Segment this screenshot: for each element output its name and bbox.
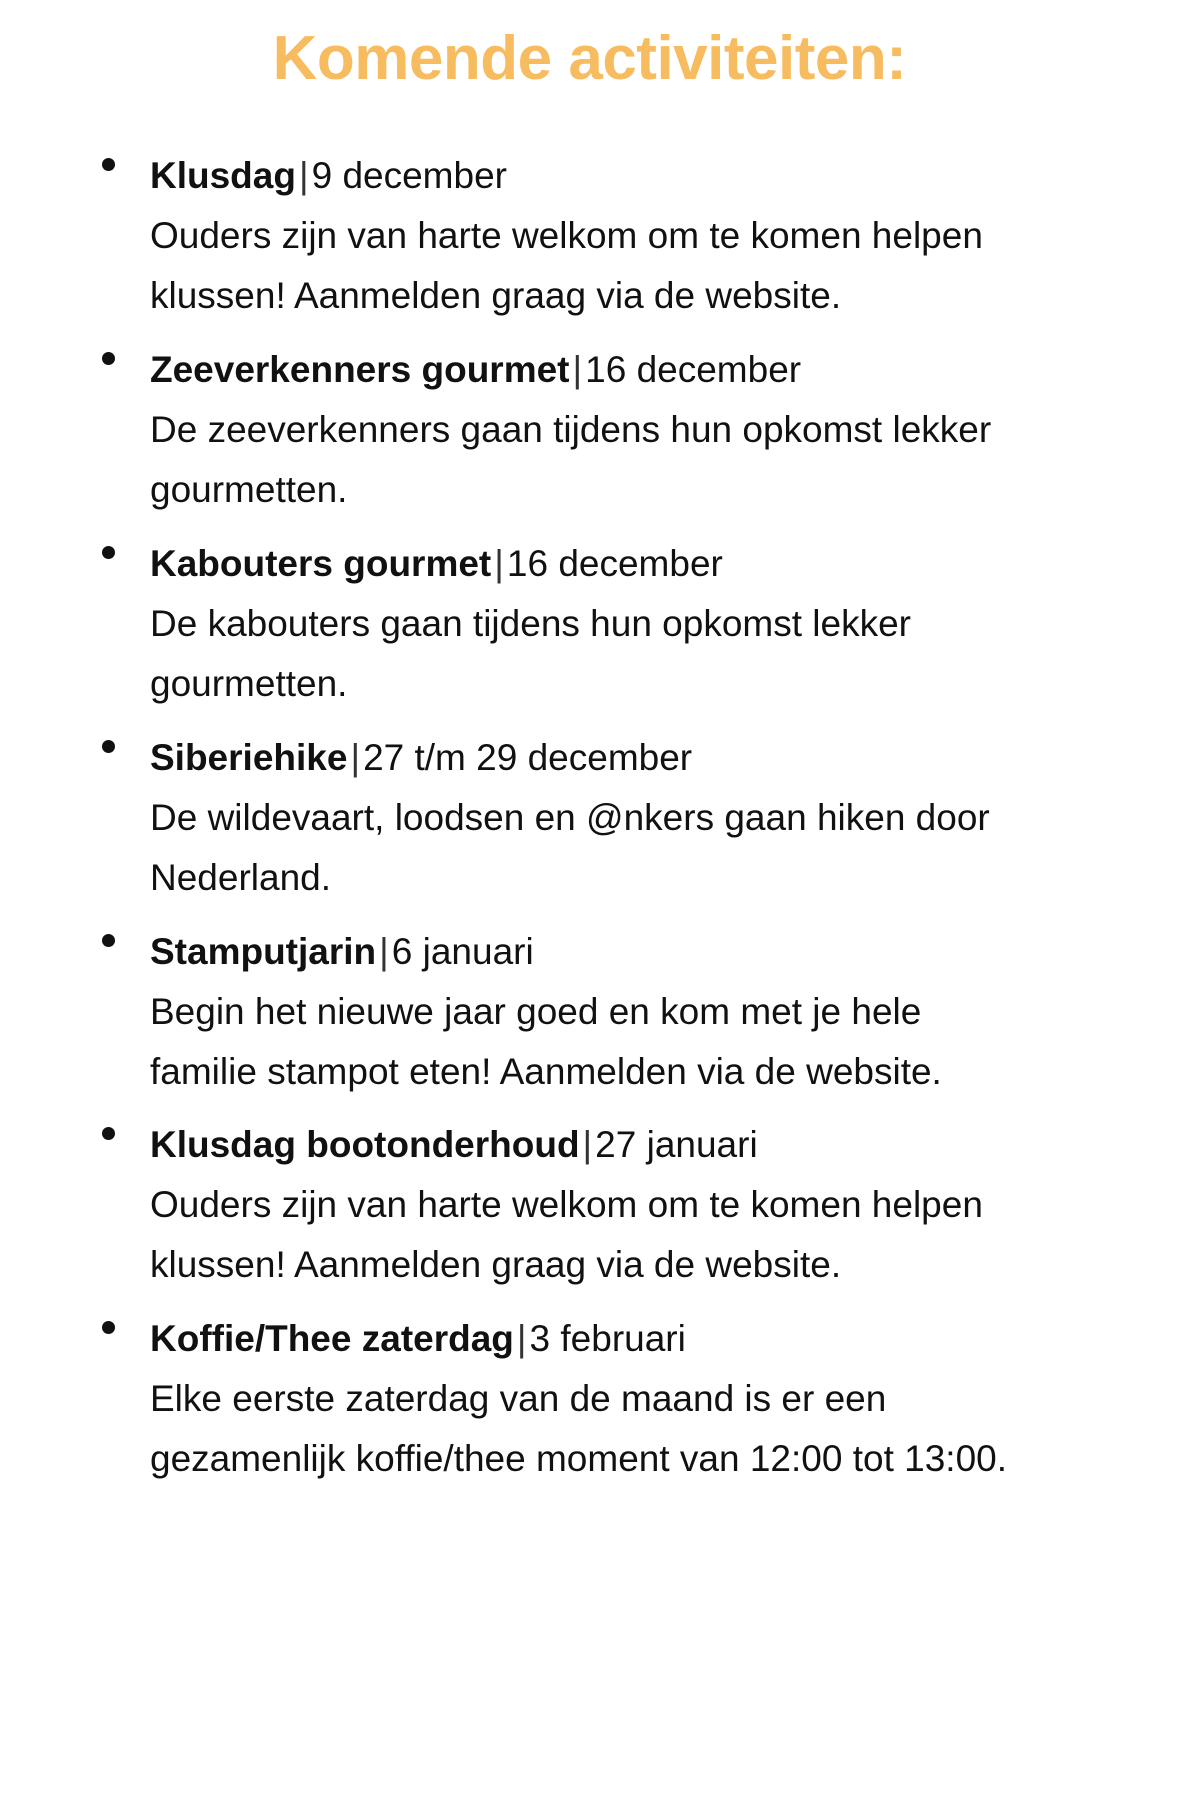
activity-list <box>0 146 1179 1489</box>
bullet-icon <box>102 546 115 559</box>
bullet-icon <box>102 740 115 753</box>
activity-description: Elke eerste zaterdag van de maand is er een gezamenlijk koffie/thee moment van 12:00 tot 13:00. <box>150 1378 1008 1480</box>
activity-description: De kabouters gaan tijdens hun opkomst lekker gourmetten. <box>150 602 911 704</box>
activity-date: 9 december <box>311 155 507 197</box>
activity-description: De zeeverkenners gaan tijdens hun opkomst lekker gourmetten. <box>150 409 992 511</box>
activity-name: Klusdag <box>150 155 296 197</box>
separator: | <box>298 155 309 197</box>
activity-description: Begin het nieuwe jaar goed en kom met je hele familie stampot eten! Aanmelden via de website. <box>150 990 942 1092</box>
activity-name: Zeeverkenners gourmet <box>150 349 570 391</box>
activity-name: Klusdag bootonderhoud <box>150 1124 580 1166</box>
activity-name: Kabouters gourmet <box>150 543 492 585</box>
bullet-icon <box>102 934 115 947</box>
separator: | <box>572 349 583 391</box>
activity-name: Siberiehike <box>150 736 348 778</box>
list-item <box>150 728 1119 908</box>
list-item <box>150 340 1119 520</box>
list-item <box>150 922 1119 1102</box>
activity-heading <box>150 340 1119 400</box>
activity-name: Stamputjarin <box>150 930 377 972</box>
activity-description: De wildevaart, loodsen en @nkers gaan hiken door Nederland. <box>150 796 990 898</box>
activity-heading <box>150 1115 1119 1175</box>
list-item <box>150 1115 1119 1295</box>
separator: | <box>516 1318 527 1360</box>
activity-date: 6 januari <box>391 930 534 972</box>
activity-date: 27 januari <box>595 1124 758 1166</box>
activity-date: 16 december <box>506 543 723 585</box>
activity-heading <box>150 728 1119 788</box>
activity-date: 3 februari <box>529 1318 686 1360</box>
activity-date: 16 december <box>585 349 802 391</box>
separator: | <box>379 930 389 972</box>
separator: | <box>350 736 361 778</box>
separator: | <box>494 543 504 585</box>
bullet-icon <box>102 1127 115 1140</box>
document-page <box>0 22 1179 1816</box>
activity-description: Ouders zijn van harte welkom om te komen helpen klussen! Aanmelden graag via de website. <box>150 215 983 317</box>
list-item <box>150 534 1119 714</box>
activity-heading <box>150 146 1119 206</box>
activity-heading <box>150 1309 1119 1369</box>
page-title: Komende activiteiten: <box>272 24 907 93</box>
bullet-icon <box>102 352 115 365</box>
activity-date: 27 t/m 29 december <box>363 736 693 778</box>
separator: | <box>582 1124 593 1166</box>
bullet-icon <box>102 1321 115 1334</box>
activity-heading <box>150 922 1119 982</box>
bullet-icon <box>102 158 115 171</box>
activity-name: Koffie/Thee zaterdag <box>150 1318 514 1360</box>
activity-description: Ouders zijn van harte welkom om te komen helpen klussen! Aanmelden graag via de website. <box>150 1184 983 1286</box>
activity-heading <box>150 534 1119 594</box>
list-item <box>150 146 1119 326</box>
list-item <box>150 1309 1119 1489</box>
